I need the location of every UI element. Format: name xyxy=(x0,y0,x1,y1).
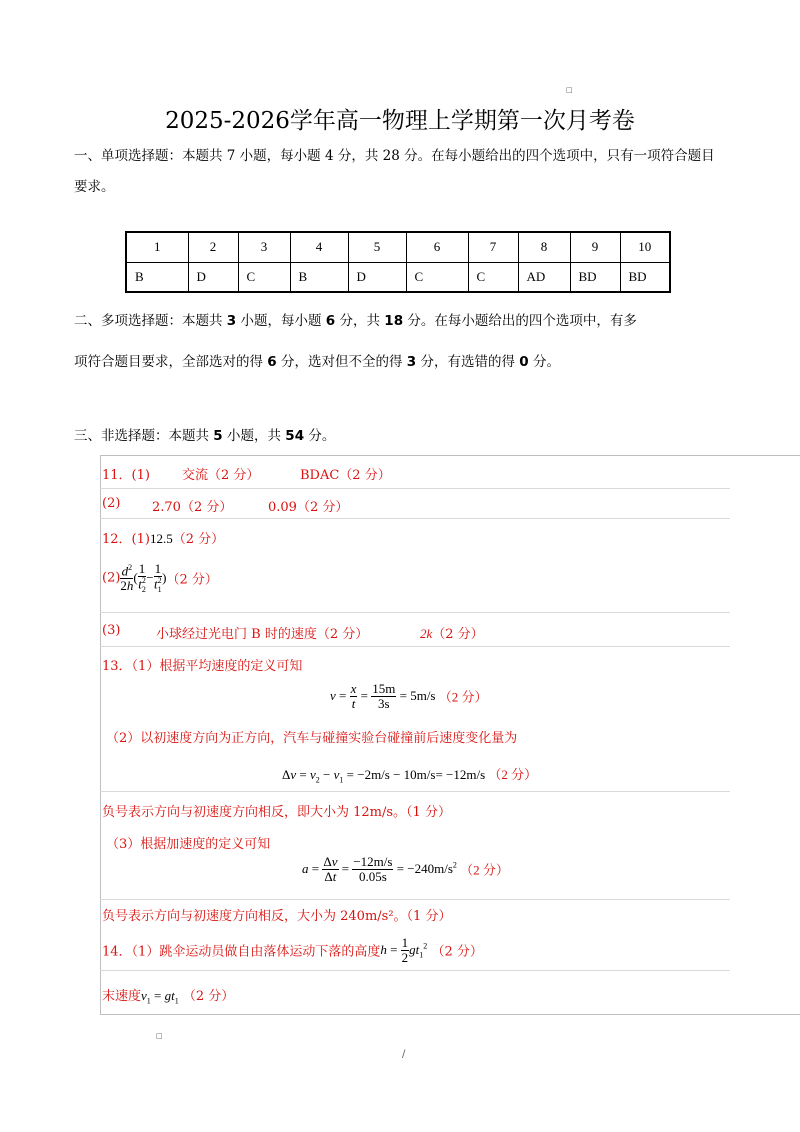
footer-mark: □ xyxy=(156,1032,163,1040)
section2-line2: 项符合题目要求，全部选对的得 6 分，选对但不全的得 3 分，有选错的得 0 分。 xyxy=(74,354,560,370)
q11-label: 11．(1) xyxy=(102,468,150,483)
q14-end-line: 末速度$v_1 = gt_1$ （2 分） xyxy=(102,988,235,1006)
question-number-cell: 5 xyxy=(348,232,406,262)
answer-cell: B xyxy=(126,262,188,292)
divider xyxy=(100,970,730,971)
answer-table-header-row xyxy=(126,232,670,262)
q12-3-label: (3) xyxy=(102,623,121,638)
question-number-cell: 10 xyxy=(620,232,670,262)
formula-d2-over-2h: $\frac{d^2}{2h}$ xyxy=(120,562,134,593)
q13-note-2: 负号表示方向与初速度方向相反，大小为 240m/s²。（1 分） xyxy=(102,909,452,924)
answer-table xyxy=(125,231,671,293)
page-mark: / xyxy=(402,1049,406,1060)
q11-answer-2: BDAC（2 分） xyxy=(300,468,391,483)
page-title: 2025-2026学年高一物理上学期第一次月考卷 xyxy=(165,108,635,134)
answer-cell: C xyxy=(468,262,518,292)
answer-table-answer-row xyxy=(126,262,670,292)
formula-one-half: $\frac{1}{2}$ xyxy=(401,935,409,965)
q13-eq3: a = $\frac{\Delta v}{\Delta t}$ = $\frac{-12m/s}{0.05s}$ = $-240m/s^2$ （2 分） xyxy=(302,854,509,884)
q13-eq2: $\Delta v = v_2 - v_1 = -2m/s - 10m/s= -12m/s$ （2 分） xyxy=(282,767,538,785)
section3-header: 三、非选择题：本题共 5 小题，共 54 分。 xyxy=(74,428,336,444)
formula-1-over-t1sq: $\frac{1}{t_1^2}$ xyxy=(154,561,162,594)
answer-cell: AD xyxy=(518,262,570,292)
q13-2-text: （2）以初速度方向为正方向，汽车与碰撞实验台碰撞前后速度变化量为 xyxy=(106,731,518,746)
question-number-cell: 9 xyxy=(570,232,620,262)
divider xyxy=(100,791,730,792)
divider xyxy=(100,612,730,613)
q12-3-k: 2k（2 分） xyxy=(420,626,484,642)
section1-line2: 要求。 xyxy=(74,179,115,195)
answer-cell: BD xyxy=(570,262,620,292)
q11-2-answer-2: 0.09（2 分） xyxy=(268,500,349,515)
q12-2-line: (2) $\frac{d^2}{2h}$ ( $\frac{1}{t_2^2}$ − $\frac{1}{t_1^2}$ )（2 分） xyxy=(102,561,218,594)
answer-cell: D xyxy=(188,262,238,292)
answer-cell: C xyxy=(406,262,468,292)
answer-cell: B xyxy=(290,262,348,292)
formula-1-over-t2sq: $\frac{1}{t_2^2}$ xyxy=(138,561,146,594)
question-number-cell: 7 xyxy=(468,232,518,262)
q13-note-1: 负号表示方向与初速度方向相反，即大小为 12m/s。（1 分） xyxy=(102,805,451,820)
question-number-cell: 8 xyxy=(518,232,570,262)
question-number-cell: 2 xyxy=(188,232,238,262)
q13-1-text: 13．（1）根据平均速度的定义可知 xyxy=(102,659,303,674)
answer-cell: C xyxy=(238,262,290,292)
divider xyxy=(100,899,730,900)
q13-3-text: （3）根据加速度的定义可知 xyxy=(106,837,271,852)
divider xyxy=(100,518,730,519)
header-mark: □ xyxy=(566,86,573,94)
q11-answer-1: 交流（2 分） xyxy=(182,468,260,483)
question-number-cell: 6 xyxy=(406,232,468,262)
q12-3-text: 小球经过光电门 B 时的速度（2 分） xyxy=(156,627,369,642)
answer-cell: BD xyxy=(620,262,670,292)
q12-1-line: 12．(1)12.5（2 分） xyxy=(102,531,225,547)
question-number-cell: 1 xyxy=(126,232,188,262)
divider xyxy=(100,646,730,647)
q11-2-answer-1: 2.70（2 分） xyxy=(152,500,233,515)
q14-1-line: 14．（1）跳伞运动员做自由落体运动下落的高度h = $\frac{1}{2}$ $gt_1^2$ （2 分） xyxy=(102,935,483,965)
section1-line1: 一、单项选择题：本题共 7 小题，每小题 4 分，共 28 分。在每小题给出的四个选项中，只有一项符合题目 xyxy=(74,148,715,164)
q13-eq1: v = $\frac{x}{t}$ = $\frac{15m}{3s}$ = 5m/s （2 分） xyxy=(330,681,488,711)
q11-2-label: (2) xyxy=(102,496,121,511)
question-number-cell: 4 xyxy=(290,232,348,262)
divider xyxy=(100,488,730,489)
answer-cell: D xyxy=(348,262,406,292)
question-number-cell: 3 xyxy=(238,232,290,262)
section2-line1: 二、多项选择题：本题共 3 小题，每小题 6 分，共 18 分。在每小题给出的四个选项中，有多 xyxy=(74,313,637,329)
